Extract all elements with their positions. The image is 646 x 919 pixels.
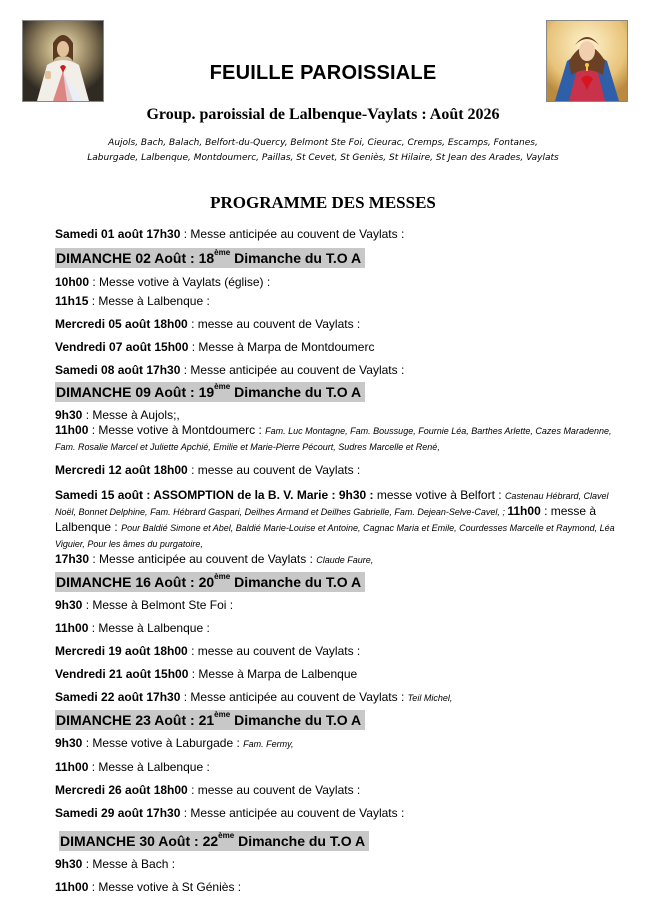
sunday-heading-text: DIMANCHE 09 Août : 19	[56, 384, 215, 400]
mass-description: : messe au couvent de Vaylats :	[187, 644, 361, 658]
page-subtitle: Group. paroissial de Lalbenque-Vaylats : Août 2026	[146, 106, 500, 123]
mass-description: : Messe anticipée au couvent de Vaylats :	[180, 806, 405, 820]
mass-time: 11h00	[55, 760, 89, 774]
parish-list-line: Aujols, Bach, Balach, Belfort-du-Quercy, Belmont Ste Foi, Cieurac, Cremps, Escamps, Fontanes,	[108, 138, 538, 148]
sunday-heading	[55, 248, 365, 268]
sunday-heading-sup: ème	[218, 831, 235, 840]
mass-description: : Messe anticipée au couvent de Vaylats :	[180, 363, 405, 377]
mass-time: Samedi 22 août 17h30	[55, 690, 181, 704]
mass-time: 11h00	[507, 504, 541, 518]
mass-description: : messe à Lalbenque :	[55, 504, 597, 534]
mass-description: : Messe votive à Montdoumerc :	[88, 423, 266, 437]
mass-time: 11h00	[55, 423, 89, 437]
mass-entry	[55, 880, 615, 895]
mass-description: : Messe à Marpa de Lalbenque	[188, 667, 358, 681]
mass-program	[55, 227, 615, 895]
sunday-heading	[55, 572, 365, 592]
parish-list-line: Laburgade, Lalbenque, Montdoumerc, Paillas, St Cevet, St Geniès, St Hilaire, St Jean des Arades, Vaylats	[87, 153, 559, 163]
sunday-heading-text: Dimanche du T.O A	[230, 574, 362, 590]
mass-description: : Messe à Belmont Ste Foi :	[82, 598, 234, 612]
mass-description: : Messe votive à St Géniès :	[88, 880, 242, 894]
sunday-heading-text: DIMANCHE 16 Août : 20	[56, 574, 215, 590]
mass-time: Mercredi 26 août 18h00	[55, 783, 188, 797]
sunday-heading-sup: ème	[214, 248, 231, 257]
divine-mercy-jesus-image	[22, 20, 104, 102]
mass-time: Mercredi 05 août 18h00	[55, 317, 188, 331]
mass-entry	[55, 806, 615, 821]
mass-entry	[55, 275, 615, 290]
mass-intentions: Fam. Fermy,	[243, 739, 294, 749]
mass-entry	[55, 857, 615, 872]
sunday-heading-text: Dimanche du T.O A	[234, 833, 366, 849]
mass-time: 10h00	[55, 275, 90, 289]
mass-entry	[55, 598, 615, 613]
mass-description: : Messe à Lalbenque :	[88, 621, 210, 635]
mass-description: : messe au couvent de Vaylats :	[187, 463, 361, 477]
mass-description: messe votive à Belfort :	[373, 488, 505, 502]
mass-description: : messe au couvent de Vaylats :	[187, 783, 361, 797]
mass-time: 9h30	[55, 736, 83, 750]
mass-description: : Messe à Lalbenque :	[88, 760, 210, 774]
mass-time: Samedi 29 août 17h30	[55, 806, 181, 820]
mass-entry	[55, 294, 615, 309]
mass-description: : Messe à Lalbenque :	[88, 294, 210, 308]
mass-entry	[55, 667, 615, 682]
sunday-heading-sup: ème	[214, 572, 231, 581]
mass-time: Mercredi 19 août 18h00	[55, 644, 188, 658]
sunday-heading-text: Dimanche du T.O A	[230, 384, 362, 400]
sunday-heading-text: DIMANCHE 02 Août : 18	[56, 250, 215, 266]
mass-time: 17h30	[55, 552, 90, 566]
mass-entry	[55, 227, 615, 242]
mass-entry	[55, 463, 615, 478]
mass-entry	[55, 340, 615, 355]
sunday-heading-sup: ème	[214, 710, 231, 719]
mass-entry	[55, 621, 615, 636]
mass-description: : messe au couvent de Vaylats :	[187, 317, 361, 331]
mass-time: Vendredi 21 août 15h00	[55, 667, 189, 681]
mass-description: : Messe anticipée au couvent de Vaylats :	[89, 552, 317, 566]
mass-entry	[55, 423, 615, 455]
sunday-heading-text: Dimanche du T.O A	[230, 712, 362, 728]
mass-description: : Messe anticipée au couvent de Vaylats :	[180, 227, 405, 241]
sunday-heading	[59, 831, 369, 851]
mass-entry	[55, 363, 615, 378]
mass-description: : Messe à Aujols;,	[82, 408, 180, 422]
mass-entry	[55, 644, 615, 659]
mass-intentions: Claude Faure,	[316, 555, 374, 565]
mass-entry	[55, 408, 615, 423]
mass-time: 11h00	[55, 621, 89, 635]
section-title: PROGRAMME DES MESSES	[210, 193, 436, 212]
mass-intentions: Pour Baldié Simone et Abel, Baldié Marie-Louise et Antoine, Cagnac Maria et Emile, Courdesses Marcelle et Raymond, Léa Viguier, Pour les âmes du purgatoire,	[55, 523, 615, 549]
mass-description: : Messe votive à Vaylats (église) :	[89, 275, 271, 289]
sunday-heading-text: Dimanche du T.O A	[230, 250, 362, 266]
mass-time: 9h30	[55, 598, 83, 612]
mass-time: Samedi 15 août : ASSOMPTION de la B. V. Marie : 9h30 :	[55, 488, 374, 502]
sunday-heading-sup: ème	[214, 382, 231, 391]
mass-description: : Messe à Marpa de Montdoumerc	[188, 340, 375, 354]
mass-intentions: Castenau Hébrard, Clavel Noël, Bonnet Delphine, Fam. Hébrard Gaspari, Deilhes Armand et Deilhes Gabrielle, Fam. Dejean-Selve-Cavel, ;	[55, 491, 609, 517]
sunday-heading-text: DIMANCHE 30 Août : 22	[60, 833, 219, 849]
mass-description: : Messe à Bach :	[82, 857, 176, 871]
mass-intentions: Teil Michel,	[407, 693, 453, 703]
mass-time: Samedi 01 août 17h30	[55, 227, 181, 241]
sunday-heading	[55, 382, 365, 402]
mass-time: 11h00	[55, 880, 89, 894]
mass-entry	[55, 736, 615, 752]
mass-description: : Messe votive à Laburgade :	[82, 736, 244, 750]
mass-time: Mercredi 12 août 18h00	[55, 463, 188, 477]
mass-time: Samedi 08 août 17h30	[55, 363, 181, 377]
mass-description: : Messe anticipée au couvent de Vaylats :	[180, 690, 408, 704]
mass-entry	[55, 690, 615, 706]
sacred-heart-mary-image	[546, 20, 628, 102]
mass-entry	[55, 760, 615, 775]
mass-time: 11h15	[55, 294, 89, 308]
mass-entry	[55, 317, 615, 332]
mass-intentions: Fam. Luc Montagne, Fam. Boussuge, Fournie Léa, Barthes Arlette, Cazes Maradenne, Fam. Rosalie Marcel et Juliette Apchié, Emilie et Marie-Pierre Pécourt, Sudres Marcelle et René,	[55, 426, 612, 452]
mass-time: Vendredi 07 août 15h00	[55, 340, 189, 354]
mass-time: 9h30	[55, 408, 83, 422]
mass-time: 9h30	[55, 857, 83, 871]
mass-entry-assumption	[55, 488, 615, 568]
parish-list	[30, 136, 616, 166]
sunday-heading	[55, 710, 365, 730]
mass-entry	[55, 783, 615, 798]
sunday-heading-text: DIMANCHE 23 Août : 21	[56, 712, 215, 728]
page-title: FEUILLE PAROISSIALE	[209, 62, 437, 84]
